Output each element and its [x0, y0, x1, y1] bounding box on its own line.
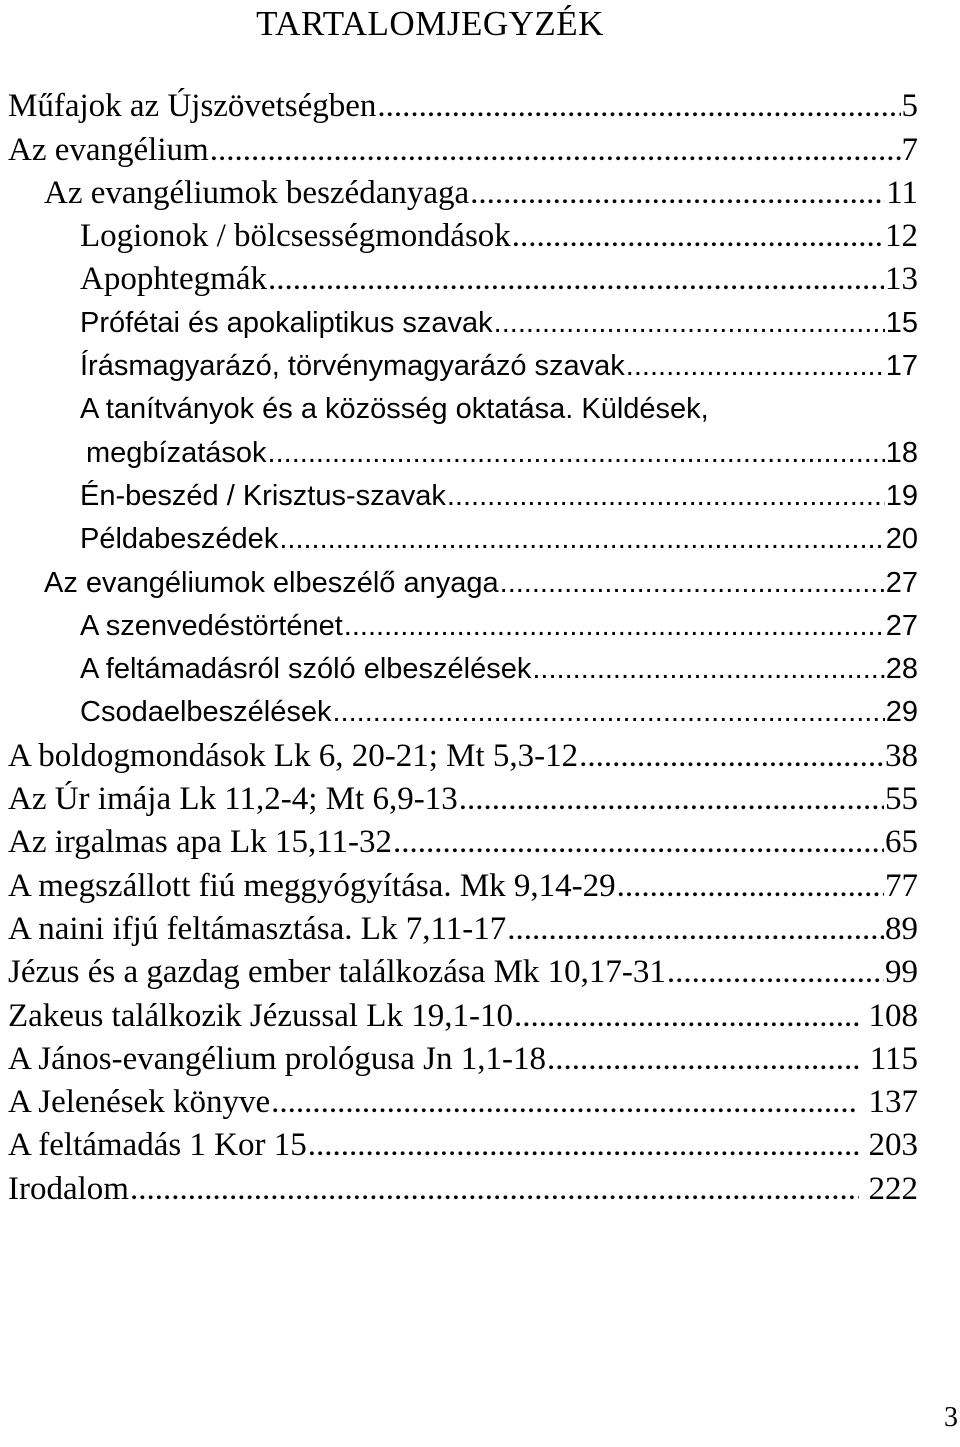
dot-leader [494, 304, 885, 341]
toc-entry[interactable] [0, 175, 960, 218]
toc-entry-title: A feltámadás 1 Kor 15 [8, 1127, 307, 1164]
dot-leader [130, 1170, 859, 1207]
toc-entry[interactable] [0, 304, 960, 347]
toc-entry-page: 12 [885, 218, 918, 255]
toc-entry-title: A feltámadásról szóló elbeszélések [80, 653, 532, 686]
dot-leader [532, 651, 884, 688]
dot-leader [393, 824, 884, 861]
table-of-contents [0, 88, 960, 1214]
toc-entry-title: megbízatások [86, 436, 267, 469]
toc-entry[interactable] [0, 954, 960, 997]
toc-entry-title: A naini ifjú feltámasztása. Lk 7,11-17 [8, 910, 507, 947]
toc-entry[interactable] [0, 261, 960, 304]
toc-entry[interactable] [0, 1170, 960, 1213]
toc-entry-title: Az evangéliumok beszédanyaga [44, 174, 470, 211]
toc-entry-title: Az evangéliumok elbeszélő anyaga [44, 566, 499, 599]
toc-entry[interactable] [0, 218, 960, 261]
toc-entry[interactable] [0, 434, 960, 477]
toc-entry-title: Csodaelbeszélések [80, 696, 332, 729]
toc-entry-page: 137 [860, 1084, 918, 1121]
toc-entry-page: 17 [885, 350, 918, 383]
toc-entry[interactable] [0, 911, 960, 954]
toc-entry-page: 20 [885, 523, 918, 556]
toc-entry-title: A megszállott fiú meggyógyítása. Mk 9,14-29 [8, 867, 616, 904]
toc-entry-title: Az Úr imája Lk 11,2-4; Mt 6,9-13 [8, 781, 458, 818]
toc-entry-title: A boldogmondások Lk 6, 20-21; Mt 5,3-12 [8, 737, 579, 774]
dot-leader [617, 867, 884, 904]
toc-entry-page: 27 [885, 609, 918, 642]
toc-entry[interactable] [0, 1127, 960, 1170]
toc-entry-page: 55 [885, 781, 918, 818]
toc-entry[interactable] [0, 651, 960, 694]
page-number: 3 [944, 1402, 958, 1433]
dot-leader [626, 348, 885, 385]
dot-leader [279, 521, 884, 558]
toc-entry[interactable] [0, 478, 960, 521]
toc-entry-title: Műfajok az Újszövetségben [8, 88, 377, 125]
toc-entry[interactable] [0, 737, 960, 780]
toc-entry[interactable] [0, 88, 960, 131]
toc-entry-page: 222 [860, 1170, 918, 1207]
toc-entry-page: 5 [901, 88, 918, 125]
dot-leader [459, 781, 884, 818]
toc-entry-title: A tanítványok és a közösség oktatása. Küldések, [80, 393, 709, 426]
toc-entry[interactable] [0, 564, 960, 607]
toc-entry-title: A Jelenések könyve [8, 1084, 271, 1121]
dot-leader [500, 564, 885, 601]
dot-leader [332, 694, 884, 731]
toc-entry-page: 99 [885, 954, 918, 991]
toc-entry-title: Apophtegmák [80, 261, 267, 298]
toc-entry-page: 15 [885, 306, 918, 339]
toc-entry[interactable] [0, 997, 960, 1040]
dot-leader [547, 1041, 860, 1078]
toc-entry[interactable] [0, 781, 960, 824]
toc-entry[interactable] [0, 521, 960, 564]
toc-entry-page: 108 [860, 997, 918, 1034]
toc-entry-title: A szenvedéstörténet [80, 609, 343, 642]
toc-entry-title: Irodalom [8, 1170, 129, 1207]
toc-entry-title: Zakeus találkozik Jézussal Lk 19,1-10 [8, 997, 513, 1034]
toc-entry-page: 203 [860, 1127, 918, 1164]
dot-leader [514, 997, 859, 1034]
toc-entry-page: 38 [885, 737, 918, 774]
dot-leader [268, 261, 884, 298]
dot-leader [579, 737, 884, 774]
toc-entry[interactable] [0, 824, 960, 867]
toc-entry-page: 19 [885, 479, 918, 512]
dot-leader [447, 478, 885, 515]
toc-entry[interactable] [0, 131, 960, 174]
toc-entry-title: Jézus és a gazdag ember találkozása Mk 10,17-31 [8, 954, 666, 991]
toc-entry-page: 65 [885, 824, 918, 861]
dot-leader [271, 1084, 859, 1121]
toc-entry-page: 29 [885, 696, 918, 729]
toc-entry-title: Logionok / bölcsességmondások [80, 218, 511, 255]
toc-entry[interactable] [0, 867, 960, 910]
toc-entry[interactable] [0, 1084, 960, 1127]
toc-entry[interactable] [0, 348, 960, 391]
dot-leader [507, 911, 884, 948]
toc-entry-page: 89 [885, 910, 918, 947]
toc-entry-title: Írásmagyarázó, törvénymagyarázó szavak [80, 350, 625, 383]
dot-leader [377, 88, 900, 125]
toc-entry-page: 28 [885, 653, 918, 686]
toc-entry-title: Az evangélium [8, 131, 209, 168]
toc-entry-page: 115 [861, 1040, 918, 1077]
toc-entry[interactable] [0, 1041, 960, 1084]
dot-leader [512, 218, 884, 255]
dot-leader [268, 434, 885, 471]
toc-entry-page: 7 [901, 131, 918, 168]
dot-leader [210, 131, 901, 168]
dot-leader [344, 608, 885, 645]
toc-entry[interactable] [0, 694, 960, 737]
toc-entry-title: Prófétai és apokaliptikus szavak [80, 306, 493, 339]
dot-leader [667, 954, 884, 991]
toc-entry-page: 11 [886, 174, 918, 211]
toc-entry-title: Az irgalmas apa Lk 15,11-32 [8, 824, 392, 861]
toc-entry-title: Én-beszéd / Krisztus-szavak [80, 479, 446, 512]
toc-entry-page: 18 [885, 436, 918, 469]
toc-entry-title: A János-evangélium prológusa Jn 1,1-18 [8, 1040, 547, 1077]
toc-entry[interactable] [0, 391, 960, 434]
toc-entry-page: 13 [885, 261, 918, 298]
dot-leader [470, 175, 885, 212]
toc-entry-page: 77 [885, 867, 918, 904]
toc-title: TARTALOMJEGYZÉK [256, 4, 604, 43]
toc-entry-page: 27 [885, 566, 918, 599]
toc-entry-title: Példabeszédek [80, 523, 279, 556]
toc-entry[interactable] [0, 608, 960, 651]
dot-leader [308, 1127, 859, 1164]
